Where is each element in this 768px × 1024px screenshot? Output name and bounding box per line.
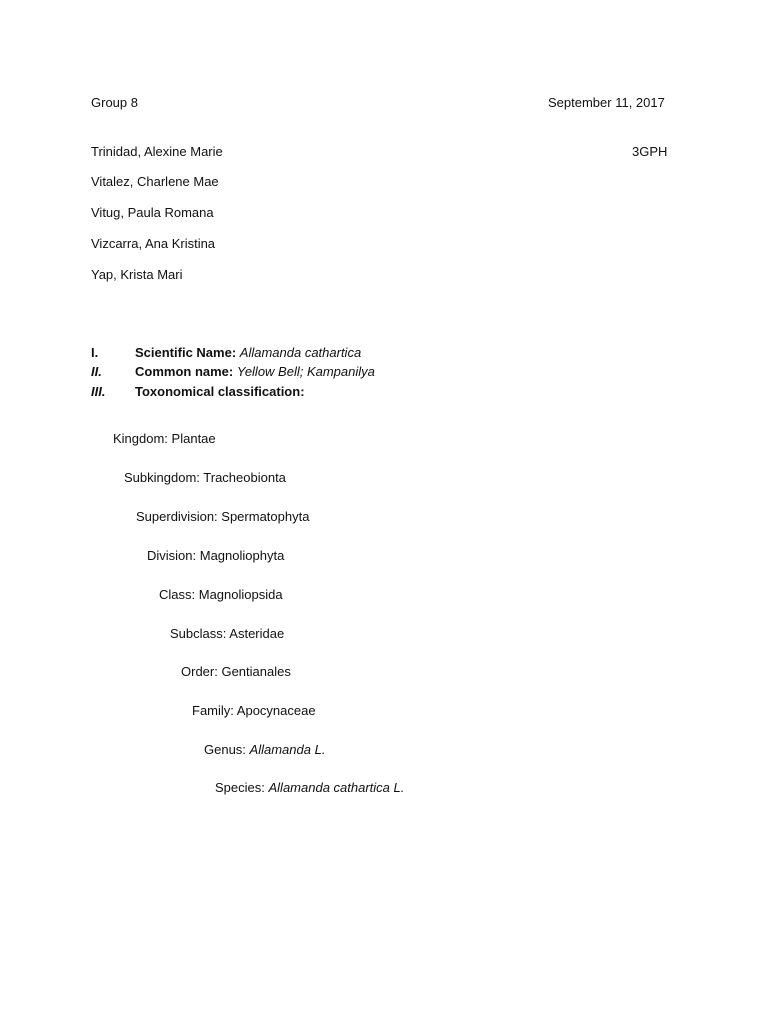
taxonomy-rank: Family: xyxy=(192,703,234,718)
taxonomy-value: Asteridae xyxy=(229,626,285,641)
group-label: Group 8 xyxy=(91,95,138,110)
taxonomy-rank: Division: xyxy=(147,548,197,563)
taxonomy-class xyxy=(159,587,283,603)
taxonomy-value: Magnoliopsida xyxy=(198,587,283,602)
member-name: Yap, Krista Mari xyxy=(91,267,183,282)
scientific-name-label: Scientific Name: xyxy=(135,345,237,360)
member-name: Trinidad, Alexine Marie xyxy=(91,144,223,159)
common-name-label: Common name: xyxy=(135,364,234,379)
classification-heading: Toxonomical classification: xyxy=(135,384,305,399)
item-number: II. xyxy=(91,364,102,379)
taxonomy-value: Allamanda L. xyxy=(249,742,326,757)
taxonomy-value: Gentianales xyxy=(221,664,291,679)
document-date: September 11, 2017 xyxy=(548,95,665,110)
taxonomy-division xyxy=(147,548,284,564)
taxonomy-genus xyxy=(204,742,325,758)
taxonomy-value: Spermatophyta xyxy=(221,509,310,524)
taxonomy-value: Tracheobionta xyxy=(203,470,286,485)
taxonomy-rank: Order: xyxy=(181,664,218,679)
taxonomy-value: Magnoliophyta xyxy=(199,548,285,563)
taxonomy-value: Allamanda cathartica L. xyxy=(268,780,405,795)
member-name: Vizcarra, Ana Kristina xyxy=(91,236,216,251)
taxonomy-rank: Kingdom: xyxy=(113,431,168,446)
taxonomy-rank: Genus: xyxy=(204,742,246,757)
taxonomy-rank: Subclass: xyxy=(170,626,227,641)
scientific-name-value: Allamanda cathartica xyxy=(239,345,362,360)
section-label: 3GPH xyxy=(632,144,668,159)
taxonomy-rank: Subkingdom: xyxy=(124,470,200,485)
taxonomy-order xyxy=(181,664,291,680)
item-number: I. xyxy=(91,345,99,360)
taxonomy-value: Apocynaceae xyxy=(236,703,316,718)
taxonomy-rank: Species: xyxy=(215,780,265,795)
taxonomy-subkingdom xyxy=(124,470,286,486)
taxonomy-species xyxy=(215,780,404,796)
member-name: Vitalez, Charlene Mae xyxy=(91,174,219,189)
taxonomy-rank: Class: xyxy=(159,587,196,602)
classification-heading-line xyxy=(135,384,305,400)
common-name-value: Yellow Bell; Kampanilya xyxy=(236,364,375,379)
taxonomy-kingdom xyxy=(113,431,216,447)
taxonomy-superdivision xyxy=(136,509,309,525)
member-name: Vitug, Paula Romana xyxy=(91,205,214,220)
taxonomy-family xyxy=(192,703,316,719)
scientific-name-line xyxy=(135,345,361,361)
taxonomy-subclass xyxy=(170,626,284,642)
item-number: III. xyxy=(91,384,106,399)
common-name-line xyxy=(135,364,375,380)
taxonomy-value: Plantae xyxy=(171,431,216,446)
taxonomy-rank: Superdivision: xyxy=(136,509,218,524)
